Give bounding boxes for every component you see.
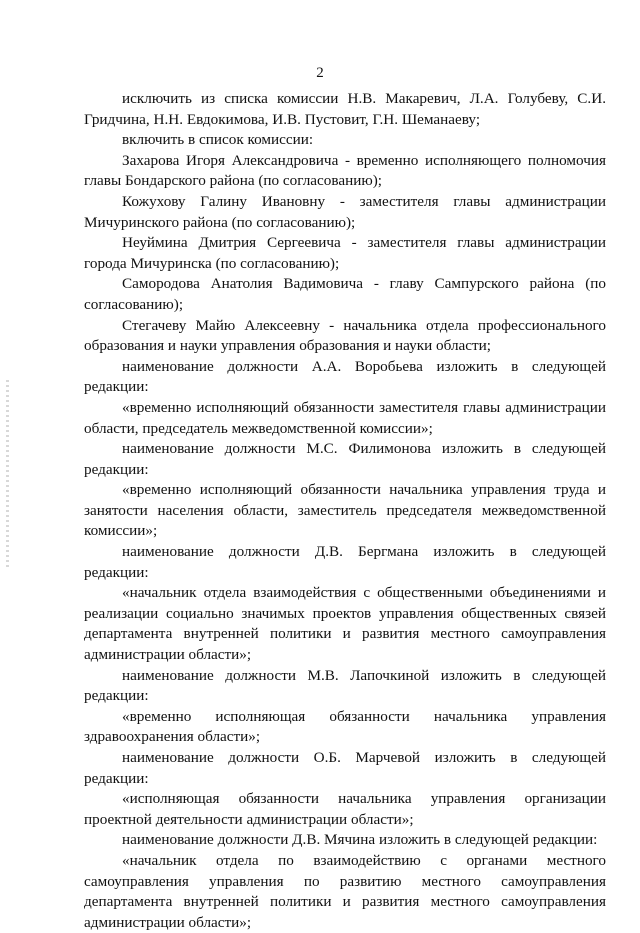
paragraph-marcheva-quote: «исполняющая обязанности начальника управления организации проектной деятельности администрации области»; <box>84 790 606 828</box>
paragraph-bergman-title: наименование должности Д.В. Бергмана изложить в следующей редакции: <box>84 543 606 581</box>
paragraph-myachin-quote: «начальник отдела по взаимодействию с органами местного самоуправления управления по развитию местного самоуправления департамента внутренней политики и развития местного самоуправления администрации области»; <box>84 851 606 931</box>
paragraph-neuymin: Неуймина Дмитрия Сергеевича - заместителя главы администрации города Мичуринска (по согласованию); <box>84 234 606 272</box>
paragraph-include-heading: включить в список комиссии: <box>122 131 314 149</box>
paragraph-exclude-members: исключить из списка комиссии Н.В. Макаревич, Л.А. Голубеву, С.И. Гридчина, Н.Н. Евдокимова, И.В. Пустовит, Г.Н. Шеманаеву; <box>84 90 606 128</box>
paragraph-bergman-quote: «начальник отдела взаимодействия с общественными объединениями и реализации социально значимых проектов управления общественных связей департамента внутренней политики и развития местного самоуправления администрации области»; <box>84 584 606 664</box>
paragraph-samorodov: Самородова Анатолия Вадимовича - главу Сампурского района (по согласованию); <box>84 275 606 313</box>
paragraph-zakharov: Захарова Игоря Александровича - временно исполняющего полномочия главы Бондарского района (по согласованию); <box>84 151 606 190</box>
paragraph-kozhukhova: Кожухову Галину Ивановну - заместителя главы администрации Мичуринского района (по согласованию); <box>84 192 606 231</box>
scan-margin-artifact <box>6 380 9 570</box>
document-body <box>84 89 606 933</box>
page-number: 2 <box>316 65 324 81</box>
paragraph-filimonov-title: наименование должности М.С. Филимонова изложить в следующей редакции: <box>84 440 606 478</box>
paragraph-lapochkina-quote: «временно исполняющая обязанности начальника управления здравоохранения области»; <box>84 707 606 746</box>
paragraph-filimonov-quote: «временно исполняющий обязанности начальника управления труда и занятости населения области, заместитель председателя межведомственной комиссии»; <box>84 481 606 540</box>
paragraph-lapochkina-title: наименование должности М.В. Лапочкиной изложить в следующей редакции: <box>84 666 606 705</box>
paragraph-marcheva-title: наименование должности О.Б. Марчевой изложить в следующей редакции: <box>84 749 606 787</box>
paragraph-vorobyev-title: наименование должности А.А. Воробьева изложить в следующей редакции: <box>84 357 606 396</box>
paragraph-vorobyev-quote: «временно исполняющий обязанности заместителя главы администрации области, председатель межведомственной комиссии»; <box>84 398 606 437</box>
paragraph-myachin-title: наименование должности Д.В. Мячина изложить в следующей редакции: <box>122 831 598 849</box>
paragraph-stegacheva: Стегачеву Майю Алексеевну - начальника отдела профессионального образования и науки управления образования и науки области; <box>84 316 606 355</box>
